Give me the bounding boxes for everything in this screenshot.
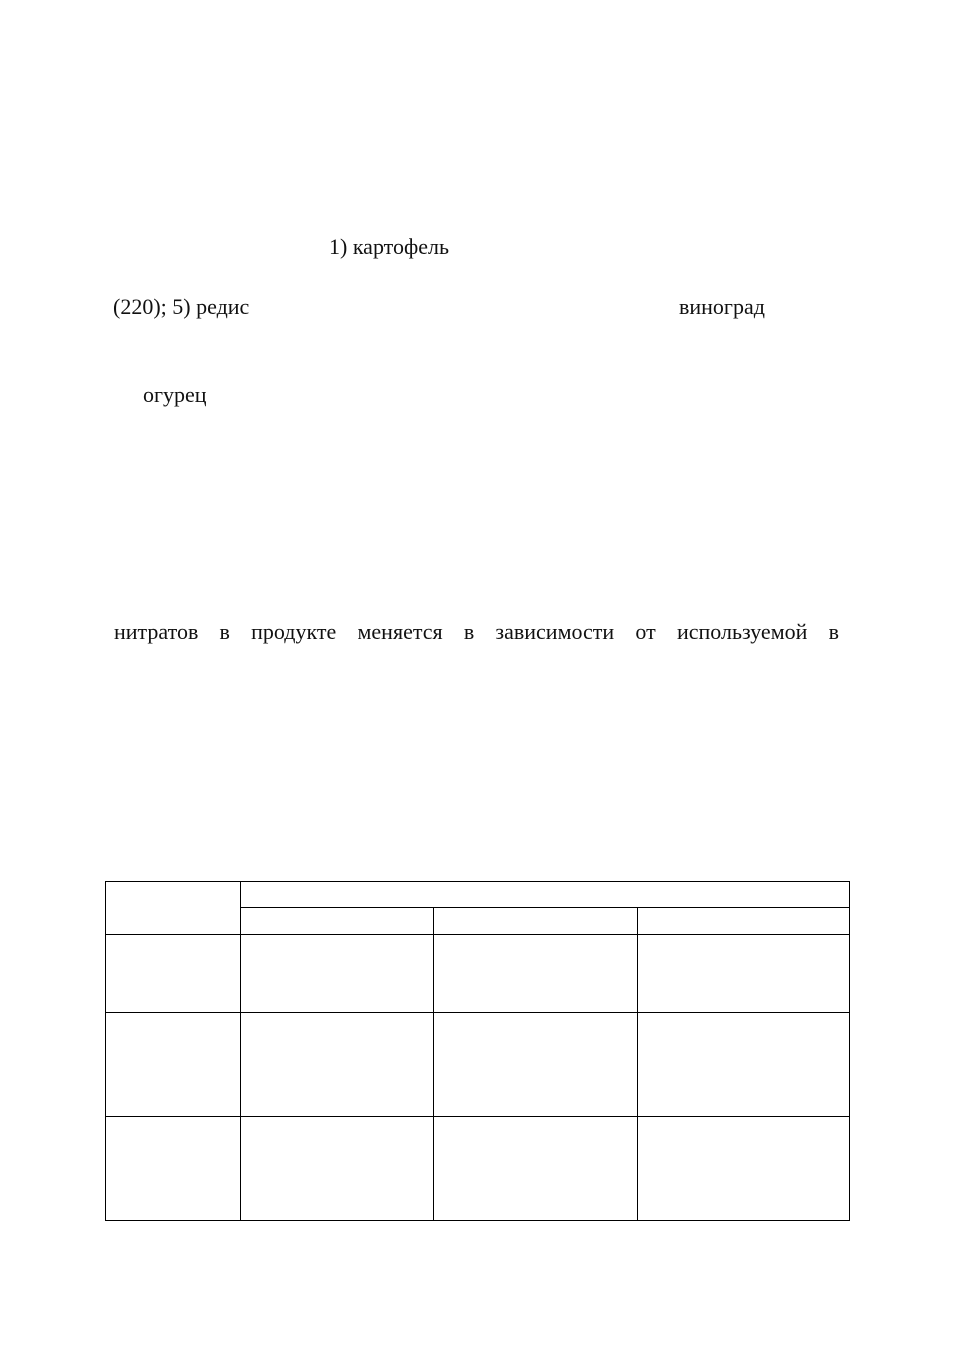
table-cell [637, 1012, 849, 1116]
table-subheader-cell [241, 908, 434, 934]
table-subheader-cell [434, 908, 637, 934]
table-cell [637, 1116, 849, 1220]
table-cell [434, 1116, 637, 1220]
table-corner-cell [106, 882, 241, 935]
table-subheader-cell [637, 908, 849, 934]
table-cell [241, 934, 434, 1012]
table-cell [434, 934, 637, 1012]
text-fragment-cucumber: огурец [143, 382, 207, 407]
table-row [106, 934, 850, 1012]
table-cell [241, 1116, 434, 1220]
table-cell [241, 1012, 434, 1116]
table-row-label [106, 1012, 241, 1116]
table-row [106, 1116, 850, 1220]
table-row [106, 1012, 850, 1116]
paragraph-line-nitrates: нитратов в продукте меняется в зависимости от используемой в [114, 619, 839, 644]
table-cell [434, 1012, 637, 1116]
table-group-header-cell [241, 882, 850, 908]
table-cell [637, 934, 849, 1012]
text-fragment-radish: (220); 5) редис [113, 294, 250, 319]
table-header-row [106, 882, 850, 908]
table-row-label [106, 934, 241, 1012]
data-table [105, 881, 850, 1221]
table-row-label [106, 1116, 241, 1220]
text-fragment-potato: 1) картофель [329, 234, 450, 259]
text-fragment-grape: виноград [679, 294, 765, 319]
